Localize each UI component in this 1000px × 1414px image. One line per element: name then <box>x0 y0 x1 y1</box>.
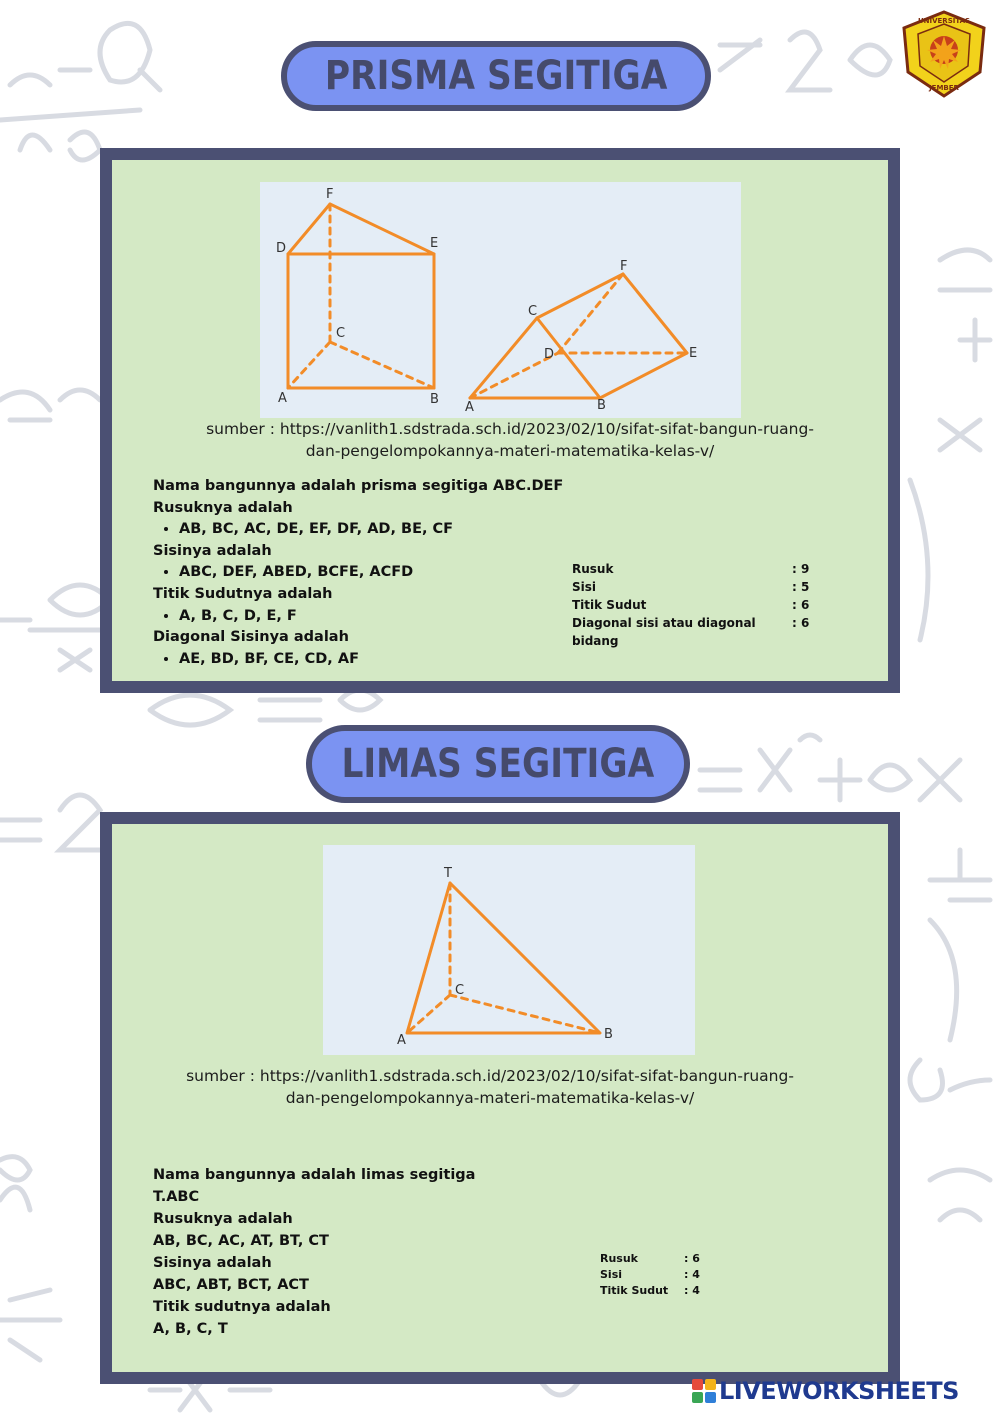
prisma-right-label-c: C <box>528 304 538 319</box>
limas-source-line1: sumber : https://vanlith1.sdstrada.sch.id/2023/02/10/sifat-sifat-bangun-ruang- <box>186 1067 794 1085</box>
prisma-left-label-d: D <box>276 241 287 256</box>
prisma-right-label-e: E <box>689 346 698 361</box>
limas-label-t: T <box>444 866 452 881</box>
prisma-left-label-f: F <box>326 187 334 202</box>
limas-figure <box>323 845 695 1055</box>
prisma-name-line: Nama bangunnya adalah prisma segitiga ABC.DEF <box>153 478 564 494</box>
limas-name-line2: T.ABC <box>153 1189 200 1205</box>
limas-label-c: C <box>455 983 465 998</box>
prisma-faces-heading: Sisinya adalah <box>153 542 272 559</box>
limas-edge-bc <box>450 995 600 1033</box>
prisma-right-label-a: A <box>465 400 474 415</box>
limas-faces: ABC, ABT, BCT, ACT <box>153 1277 309 1293</box>
prisma-diagonals: • AE, BD, BF, CE, CD, AF <box>179 649 573 671</box>
prisma-left-label-c: C <box>336 326 346 341</box>
prisma-diagram <box>260 182 741 418</box>
limas-vertices-heading: Titik sudutnya adalah <box>153 1299 331 1315</box>
prisma-right-label-b: B <box>597 398 606 413</box>
prisma-stat-row <box>572 614 809 650</box>
prisma-stat-row <box>572 596 809 614</box>
liveworksheets-logo-icon <box>692 1379 716 1403</box>
prisma-title: PRISMA SEGITIGA <box>324 53 668 99</box>
prisma-left-edge-ac <box>288 342 330 388</box>
prisma-info <box>153 476 573 670</box>
limas-stats-table <box>600 1251 700 1299</box>
prisma-right-label-f: F <box>620 259 628 274</box>
limas-stat-label: Titik Sudut <box>600 1284 669 1297</box>
prisma-right-edge-df <box>558 274 623 353</box>
limas-stat-label: Sisi <box>600 1268 623 1281</box>
prisma-stat-row <box>572 578 809 596</box>
prisma-stat-value: : 5 <box>792 580 810 594</box>
prisma-vertices: • A, B, C, D, E, F <box>179 606 573 628</box>
limas-diagram <box>323 845 695 1055</box>
limas-info <box>153 1164 573 1340</box>
prisma-diagonals-heading: Diagonal Sisinya adalah <box>153 629 349 646</box>
prisma-stat-label: Sisi <box>572 580 597 594</box>
prisma-source-line2: dan-pengelompokannya-materi-matematika-kelas-v/ <box>305 442 715 460</box>
prisma-title-banner <box>281 41 711 111</box>
limas-stat-value: : 4 <box>684 1268 700 1281</box>
limas-stat-label: Rusuk <box>600 1252 638 1265</box>
prisma-left-label-a: A <box>278 391 287 406</box>
prisma-right-edge-fe <box>623 274 687 353</box>
prisma-left-label-e: E <box>430 236 439 251</box>
prisma-left-edge-bc <box>330 342 434 388</box>
prisma-edges-heading: Rusuknya adalah <box>153 499 293 516</box>
limas-source <box>100 1065 880 1109</box>
university-logo <box>898 10 990 98</box>
prisma-right-front-face <box>470 318 600 398</box>
limas-stat-row <box>600 1283 700 1299</box>
prisma-right-edge-be <box>600 353 687 398</box>
limas-label-b: B <box>604 1027 613 1042</box>
limas-stat-row <box>600 1267 700 1283</box>
prisma-stat-value: : 6 <box>792 616 810 630</box>
prisma-stat-label: Diagonal sisi atau diagonal bidang <box>572 616 756 648</box>
prisma-stat-row <box>572 560 809 578</box>
prisma-right-label-d: D <box>544 347 555 362</box>
limas-vertices: A, B, C, T <box>153 1321 228 1337</box>
limas-title-banner <box>306 725 690 803</box>
logo-top-text: UNIVERSITAS <box>917 17 971 25</box>
prisma-stats-table <box>572 560 809 650</box>
prisma-figure <box>260 182 741 418</box>
prisma-faces: • ABC, DEF, ABED, BCFE, ACFD <box>179 562 573 584</box>
prisma-stat-label: Titik Sudut <box>572 598 647 612</box>
limas-stat-value: : 4 <box>684 1284 700 1297</box>
limas-source-line2: dan-pengelompokannya-materi-matematika-kelas-v/ <box>285 1089 695 1107</box>
prisma-left-top-face <box>288 204 434 254</box>
prisma-source <box>120 418 900 462</box>
limas-front-face <box>407 883 600 1033</box>
prisma-right-edge-cf <box>537 274 623 318</box>
limas-faces-heading: Sisinya adalah <box>153 1255 272 1271</box>
limas-label-a: A <box>397 1033 406 1048</box>
limas-edges-heading: Rusuknya adalah <box>153 1211 293 1227</box>
prisma-stat-value: : 9 <box>792 562 810 576</box>
prisma-source-line1: sumber : https://vanlith1.sdstrada.sch.id/2023/02/10/sifat-sifat-bangun-ruang- <box>206 420 814 438</box>
prisma-left-label-b: B <box>430 392 439 407</box>
prisma-stat-value: : 6 <box>792 598 810 612</box>
logo-bottom-text: JEMBER <box>929 84 959 92</box>
prisma-vertices-heading: Titik Sudutnya adalah <box>153 585 333 602</box>
limas-edges: AB, BC, AC, AT, BT, CT <box>153 1233 329 1249</box>
liveworksheets-text: LIVEWORKSHEETS <box>719 1377 959 1405</box>
limas-stat-row <box>600 1251 700 1267</box>
limas-title: LIMAS SEGITIGA <box>341 741 655 787</box>
prisma-stat-label: Rusuk <box>572 562 614 576</box>
liveworksheets-watermark[interactable] <box>692 1374 959 1408</box>
limas-name-line1: Nama bangunnya adalah limas segitiga <box>153 1167 476 1183</box>
limas-stat-value: : 6 <box>684 1252 700 1265</box>
prisma-edges: • AB, BC, AC, DE, EF, DF, AD, BE, CF <box>179 519 573 541</box>
